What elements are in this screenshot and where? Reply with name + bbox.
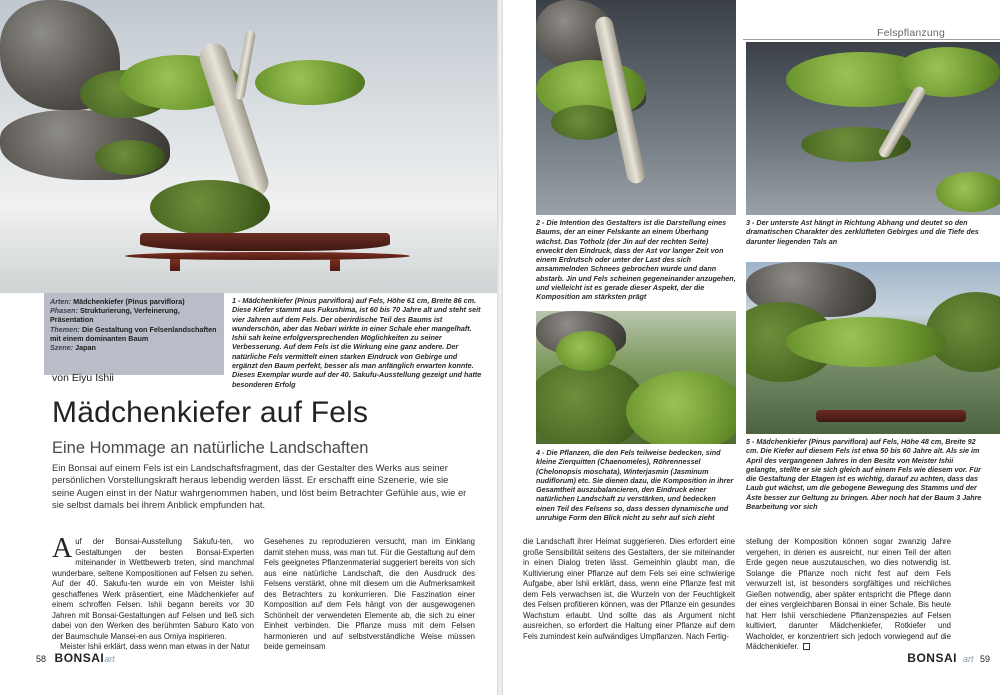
- photo-5: [746, 262, 1000, 434]
- info-row-topics: Themen: Die Gestaltung von Felsenlandschaften mit einem dominanten Baum: [50, 324, 217, 343]
- caption-photo-3: 3 - Der unterste Ast hängt in Richtung Abhang und deutet so den dramatischen Charakter des zerklüfteten Gebirges und die Tiefe des darunter liegenden Tals an: [746, 218, 979, 246]
- section-rule: [743, 39, 1000, 40]
- photo-4: [536, 311, 736, 444]
- article-lead: Ein Bonsai auf einem Fels ist ein Landschaftsfragment, das der Gestalter des Werks aus seiner persönlichen Vorstellungskraft heraus lebendig werden lässt. Er erschafft eine Szenerie, wie sie seine Augen einst in der Natur wahrgenommen haben, und löst beim Betrachter Gefühle aus, wie er sie selbst damals bei ihrem Anblick empfunden hat.: [52, 462, 467, 511]
- info-row-phases: Phasen: Strukturierung, Verfeinerung, Präsentation: [50, 306, 180, 325]
- right-page: [503, 0, 1000, 695]
- author-byline: von Eiyu Ishii: [52, 372, 114, 384]
- body-column-3: die Landschaft ihrer Heimat suggerieren. Dies erfordert eine große Sensibilität seitens des Gestalters, der sie miteinander in einen Dialog treten lässt. Gemeinhin glaubt man, die Kultivierung einer Pflanze auf dem Fels sei eine schwierige Aufgabe, aber Ishii erklärt, dass, wenn eine Pflanze fest mit dem Fels verwachsen ist, die Wurzeln von der Feuchtigkeit des Felsen profitieren können, was der Pflanze ein gesundes Wachstum erlaubt. Und sollte das als Argument nicht ausreichen, so erfordert die Haltung einer Pflanze auf dem Fels zumindest kein aufwändiges Umpflanzen. Nach Fertig-: [523, 537, 735, 641]
- page-footer-right: BONSAI art 59: [907, 651, 990, 665]
- body-column-4: stellung der Komposition können sogar zwanzig Jahre vergehen, in denen es ausreicht, nur einen Teil der alten Erde gegen neue auszutauschen, wo dies notwendig ist. Solange die Pflanze noch nicht fest auf dem Fels verwurzelt ist, ist besonders sorgfältiges und reichliches Gießen notwendig, aber später entspricht die Pflege dann der eines vergleichbaren Bonsai in einer Schale. Bis heute hat Herr Ishii verschiedene Pflanzenspezies auf Felsen kultiviert, darunter Mädchenkiefer, Rotkiefer und Wacholder, er konzentriert sich jedoch vorwiegend auf die Mädchenkiefer.: [746, 537, 951, 651]
- info-row-species: Arten: Mädchenkiefer (Pinus parviflora): [50, 297, 185, 306]
- page-number: 58: [36, 654, 47, 664]
- end-of-article-icon: [803, 643, 810, 650]
- caption-photo-1: 1 - Mädchenkiefer (Pinus parviflora) auf Fels, Höhe 61 cm, Breite 86 cm. Diese Kiefer stammt aus Fukushima, ist 60 bis 70 Jahre alt und steht seit vier Jahren auf dem Fels. Der oberirdische Teil des Baums ist wunderschön, aber das Nebari wirkte in einer Schale eher mangelhaft. Ishii sah keine erfolgversprechenden Möglichkeiten zu seiner Verbesserung. Auf dem Fels ist die Wirkung eine ganz andere. Der natürliche Fels vermittelt einen starken Eindruck von Gebirge und ergänzt den Baum perfekt, besser als man anfänglich erwarten konnte. Dieses Exemplar wurde auf der 40. Sakufu-Ausstellung gezeigt und hatte besonderen Erfolg: [232, 296, 482, 389]
- left-page: [0, 0, 497, 695]
- caption-photo-5: 5 - Mädchenkiefer (Pinus parviflora) auf Fels, Höhe 48 cm, Breite 92 cm. Die Kiefer auf diesem Fels ist etwa 50 bis 60 Jahre alt. Als sie im April des vergangenen Jahres in den Besitz von Meister Ishii gelangte, stellte er sie sich gleich auf einem Fels wie diesem vor. Für die Gestaltung der Etagen ist es wichtig, darauf zu achten, dass das Laub gut wächst, um die gebogene Bewegung des Stamms und der Äste besser zur Geltung zu bringen. Aber noch hat der Baum 3 Jahre Bearbeitung vor sich: [746, 437, 982, 512]
- hero-bonsai-photo: [0, 0, 497, 293]
- caption-photo-2: 2 - Die Intention des Gestalters ist die Darstellung eines Baums, der an einer Felskante an einem Überhang wächst. Das Totholz (der Jin auf der rechten Seite) erweckt den Eindruck, dass der Ast vor langer Zeit von einem Erdrutsch oder unter der Last des sich ansammelnden Schnees gebrochen wurde und dann abstarb. Jin und Fels scheinen gegeneinander anzugehen, und vielleicht ist es gerade dieser Aspekt, der die Komposition am stärksten prägt: [536, 218, 736, 302]
- page-number-right: 59: [979, 654, 990, 664]
- photo-2: [536, 0, 736, 215]
- body-column-2: Gesehenes zu reproduzieren versucht, man im Einklang damit stehen muss, was man tut. Für die Gestaltung auf dem Fels geeignetes Pflanzenmaterial suggeriert bereits von sich aus eine natürliche Landschaft, die den Ausdruck des Felsens verstärkt, ohne mit diesem um die Aufmerksamkeit des Betrachters zu konkurrieren. Die Faszination einer Komposition auf dem Fels hängt von der ausgewogenen Schönheit der verwendeten Elemente ab, die sich zu einer Einheit verbinden. Die Pflanze muss mit dem Felsen harmonieren und auf selbstverständliche Weise müssen beide gemeinsam: [264, 537, 475, 651]
- article-subheadline: Eine Hommage an natürliche Landschaften: [52, 439, 369, 457]
- magazine-brand: BONSAI: [54, 651, 105, 665]
- photo-3: [746, 42, 1000, 215]
- caption-photo-4: 4 - Die Pflanzen, die den Fels teilweise bedecken, sind kleine Zierquitten (Chaenomeles), Röhrennessel (Chelonopsis moschata), Winterjasmin (Jasminum nudiflorum) etc. Sie dienen dazu, die Komposition in ihrer Gesamtheit auszubalancieren, den Eindruck einer natürlichen Landschaft zu verstärken, und bedecken einen Teil des Felsens so, dass dessen dynamische und unruhige Form den Blick nicht zu sehr auf sich zieht: [536, 448, 734, 523]
- section-label: Felspflanzung: [877, 27, 945, 39]
- page-footer-left: 58 BONSAIart: [36, 651, 115, 665]
- magazine-brand-right: BONSAI: [907, 651, 957, 665]
- article-headline: Mädchenkiefer auf Fels: [52, 396, 369, 429]
- info-row-scene: Szene: Japan: [50, 343, 96, 353]
- body-column-1: Auf der Bonsai-Ausstellung Sakufu-ten, wo Gestaltungen der besten Bonsai-Experten miteinander in Wettbewerb treten, sind manchmal wunderbare, seltene Kompositionen auf Felsen zu sehen. Auf der 40. Sakufu-ten wurde ein von Meister Ishii geschaffenes Werk präsentiert, eine Mädchenkiefer auf einem schroffen Felsen. Ishii begann bereits vor 30 Jahren mit Bonsai-Gestaltungen auf Felsen und ließ sich dabei von den Werken des berühmten Saburo Kato von der Baumschule Mansei-en aus Omiya inspirieren. Meister Ishii erklärt, dass wenn man etwas in der Natur: [52, 533, 254, 651]
- drop-cap: A: [52, 533, 73, 564]
- article-info-box: [44, 293, 224, 375]
